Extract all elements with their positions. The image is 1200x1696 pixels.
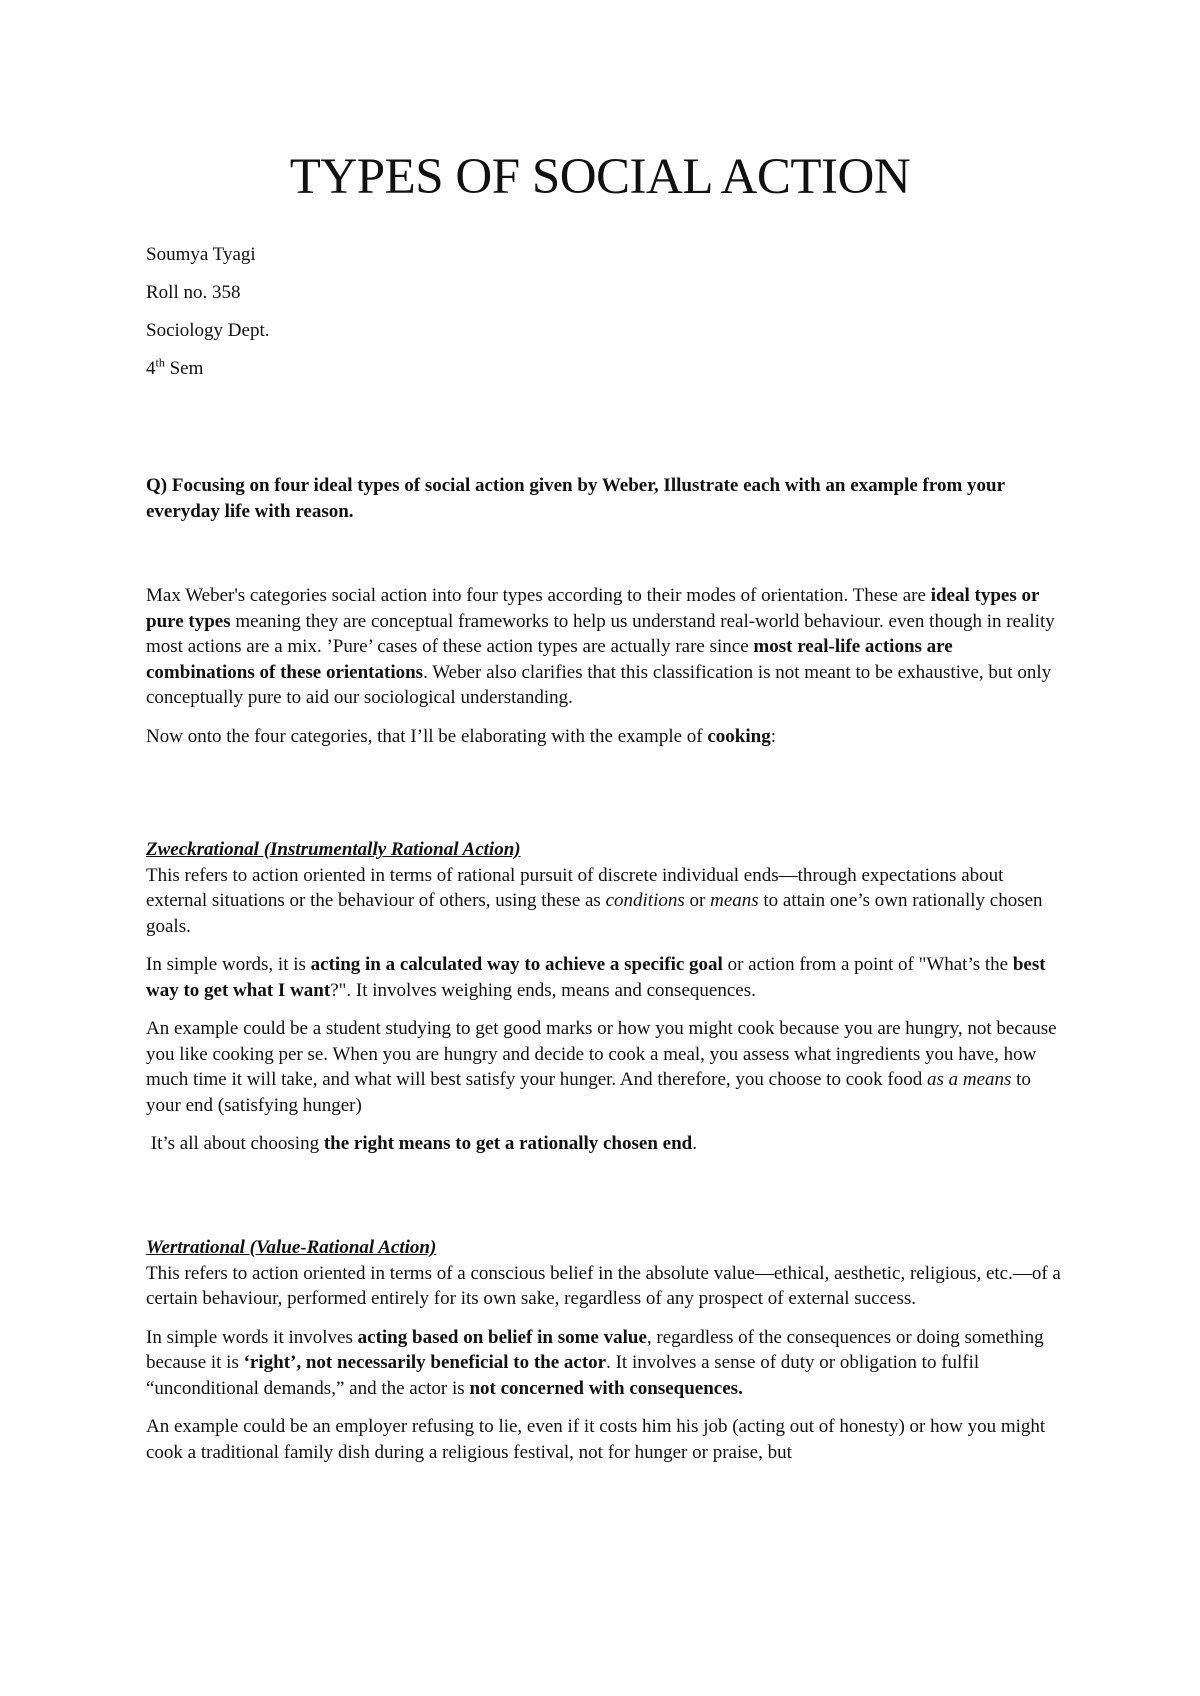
zweck-paragraph-3	[146, 1016, 1066, 1118]
semester-word: Sem	[164, 358, 204, 379]
text-run: ?". It involves weighing ends, means and consequences.	[330, 979, 756, 1001]
semester-superscript: th	[155, 355, 165, 370]
bold-run: not concerned with consequences.	[469, 1377, 743, 1399]
bold-run: acting based on belief in some value	[357, 1326, 647, 1348]
zweck-paragraph-1	[146, 863, 1066, 940]
section-heading: Wertrational (Value-Rational Action)	[146, 1237, 437, 1258]
section-heading: Zweckrational (Instrumentally Rational Action)	[146, 839, 521, 860]
bold-run: most real-life actions are combinations of these orientations	[146, 636, 953, 683]
wert-paragraph-3: An example could be an employer refusing to lie, even if it costs him his job (acting out of honesty) or how you might cook a traditional family dish during a religious festival, not for hunger or praise, but	[146, 1416, 1046, 1463]
text-run: It’s all about choosing	[146, 1133, 324, 1154]
zweck-paragraph-4	[146, 1131, 1066, 1157]
text-run: to attain one’s own rationally chosen goals.	[146, 890, 1043, 937]
text-run: to your end (satisfying hunger)	[146, 1069, 1031, 1116]
text-run: Max Weber's categories social action into four types according to their modes of orientation. These are	[146, 585, 931, 606]
wert-paragraph-2	[146, 1325, 1066, 1402]
text-run: In simple words, it is	[146, 954, 311, 975]
bold-run: cooking	[707, 725, 771, 747]
intro-section	[146, 583, 1066, 749]
bold-run: ‘right’, not necessarily beneficial to the actor	[243, 1352, 607, 1373]
text-run: .	[692, 1133, 697, 1154]
wert-paragraph-1: This refers to action oriented in terms of a conscious belief in the absolute value—ethical, aesthetic, religious, etc.—of a certain behaviour, performed entirely for its own sake, regardless of any prospect of external success.	[146, 1262, 1061, 1309]
italic-run: means	[710, 890, 759, 911]
text-run: This refers to action oriented in terms of rational pursuit of discrete individual ends—through expectations about external situations or the behaviour of others, using these as	[146, 864, 1004, 911]
document-title: TYPES OF SOCIAL ACTION	[289, 149, 911, 205]
author-name: Soumya Tyagi	[146, 244, 256, 265]
bold-run: acting in a calculated way to achieve a specific goal	[310, 954, 723, 975]
text-run: or	[684, 890, 711, 911]
wertrational-section	[146, 1235, 1066, 1465]
bold-run: best way to get what I want	[146, 954, 1046, 1001]
text-run: :	[770, 725, 777, 747]
semester	[146, 355, 204, 380]
text-run: Now onto the four categories, that I’ll be elaborating with the example of	[146, 725, 708, 747]
text-run: . Weber also clarifies that this classification is not meant to be exhaustive, but only conceptually pure to aid our sociological understanding.	[146, 661, 1052, 708]
intro-paragraph-2	[146, 724, 1066, 750]
text-run: . It involves a sense of duty or obligation to fulfil “unconditional demands,” and the actor is	[146, 1352, 980, 1399]
text-run: , regardless of the consequences or doing something because it is	[146, 1326, 1044, 1373]
italic-run: conditions	[605, 890, 685, 911]
department: Sociology Dept.	[146, 320, 270, 341]
roll-number: Roll no. 358	[146, 282, 241, 303]
question: Q) Focusing on four ideal types of social action given by Weber, Illustrate each with an example from your everyday life with reason.	[146, 475, 1005, 522]
zweckrational-section	[146, 837, 1066, 1157]
bold-run: the right means to get a rationally chosen end	[323, 1133, 693, 1154]
italic-run: as a means	[926, 1069, 1012, 1090]
text-run: An example could be a student studying to get good marks or how you might cook because you are hungry, not because you like cooking per se. When you are hungry and decide to cook a meal, you assess what ingredients you have, how much time it will take, and what will best satisfy your hunger. And therefore, you choose to cook food	[146, 1018, 1057, 1090]
text-run: or action from a point of "What’s the	[722, 954, 1013, 975]
bold-run: ideal types or pure types	[146, 585, 1040, 632]
intro-paragraph-1	[146, 583, 1066, 711]
text-run: In simple words it involves	[146, 1326, 358, 1348]
zweck-paragraph-2	[146, 952, 1066, 1003]
text-run: meaning they are conceptual frameworks to help us understand real-world behaviour. even though in reality most actions are a mix. ’Pure’ cases of these action types are actually rare since	[146, 610, 1055, 657]
semester-number: 4	[146, 358, 156, 379]
